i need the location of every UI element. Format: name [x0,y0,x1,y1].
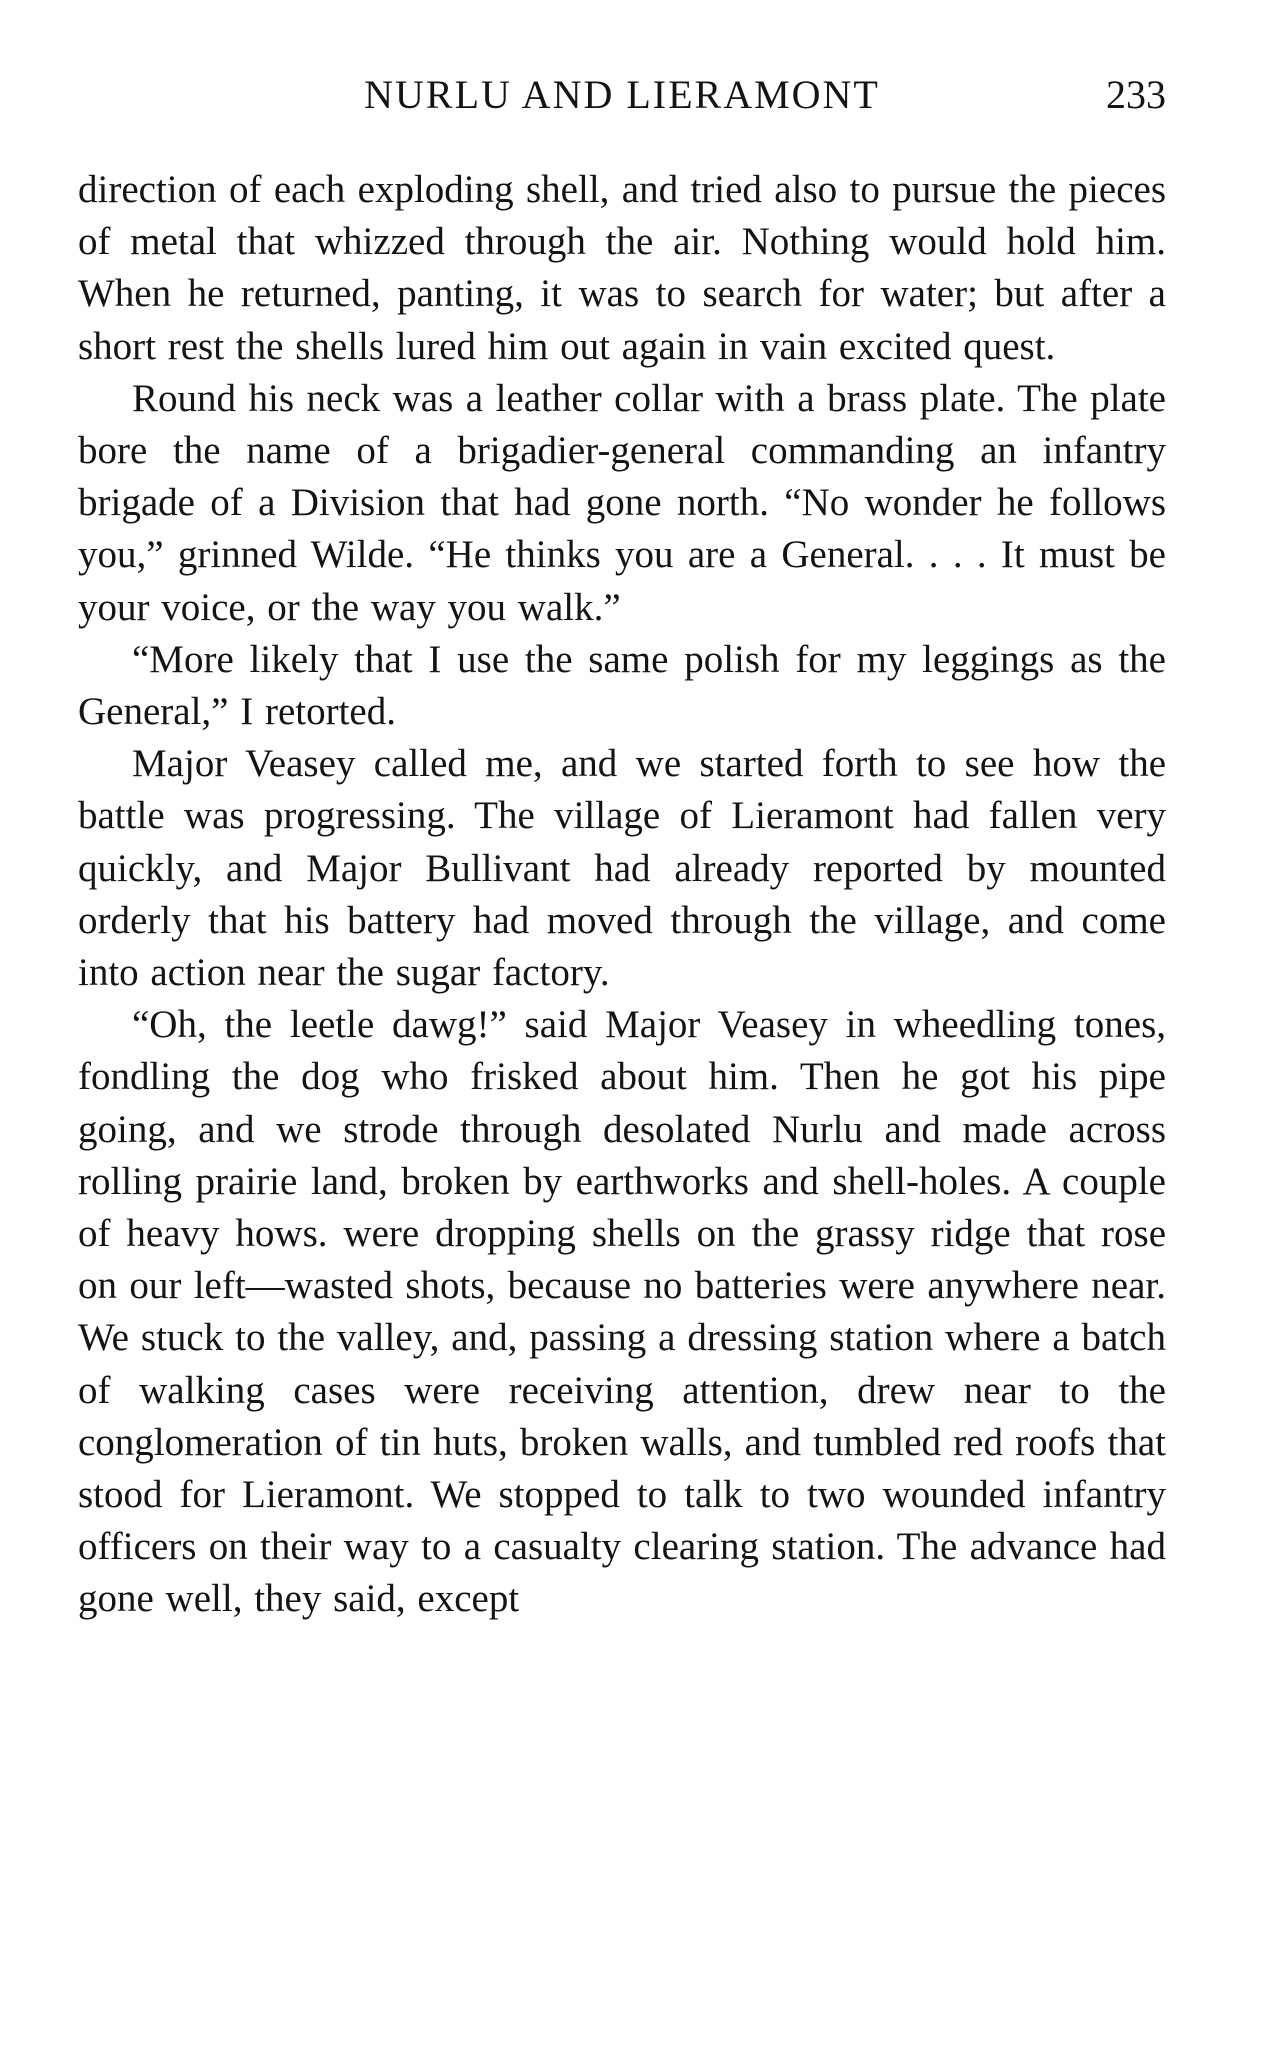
page-number: 233 [1106,72,1166,117]
running-title: NURLU AND LIERAMONT [364,72,880,117]
paragraph: Major Veasey called me, and we started forth to see how the battle was progressing. The village of Lieramont had fallen very quickly, and Major Bullivant had already reported by mounted orderly that his battery had moved through the village, and come into action near the sugar factory. [78,742,1166,995]
running-head [78,70,1166,120]
paragraph: “More likely that I use the same polish for my leggings as the General,” I retorted. [78,637,1166,734]
book-page [78,70,1166,1626]
paragraph: direction of each exploding shell, and tried also to pursue the pieces of metal that whizzed through the air. Nothing would hold him. When he returned, panting, it was to search for water; but after a short rest the shells lured him out again in vain excited quest. [78,168,1166,368]
body-text [78,164,1166,1626]
paragraph: Round his neck was a leather collar with a brass plate. The plate bore the name of a brigadier-general commanding an infantry brigade of a Division that had gone north. “No wonder he follows you,” grinned Wilde. “He thinks you are a General. . . . It must be your voice, or the way you walk.” [78,376,1166,629]
paragraph: “Oh, the leetle dawg!” said Major Veasey in wheedling tones, fondling the dog who frisked about him. Then he got his pipe going, and we strode through desolated Nurlu and made across rolling prairie land, broken by earthworks and shell-holes. A couple of heavy hows. were dropping shells on the grassy ridge that rose on our left—wasted shots, because no batteries were anywhere near. We stuck to the valley, and, passing a dressing station where a batch of walking cases were receiving attention, drew near to the conglomeration of tin huts, broken walls, and tumbled red roofs that stood for Lieramont. We stopped to talk to two wounded infantry officers on their way to a casualty clearing station. The advance had gone well, they said, except [78,1003,1166,1621]
